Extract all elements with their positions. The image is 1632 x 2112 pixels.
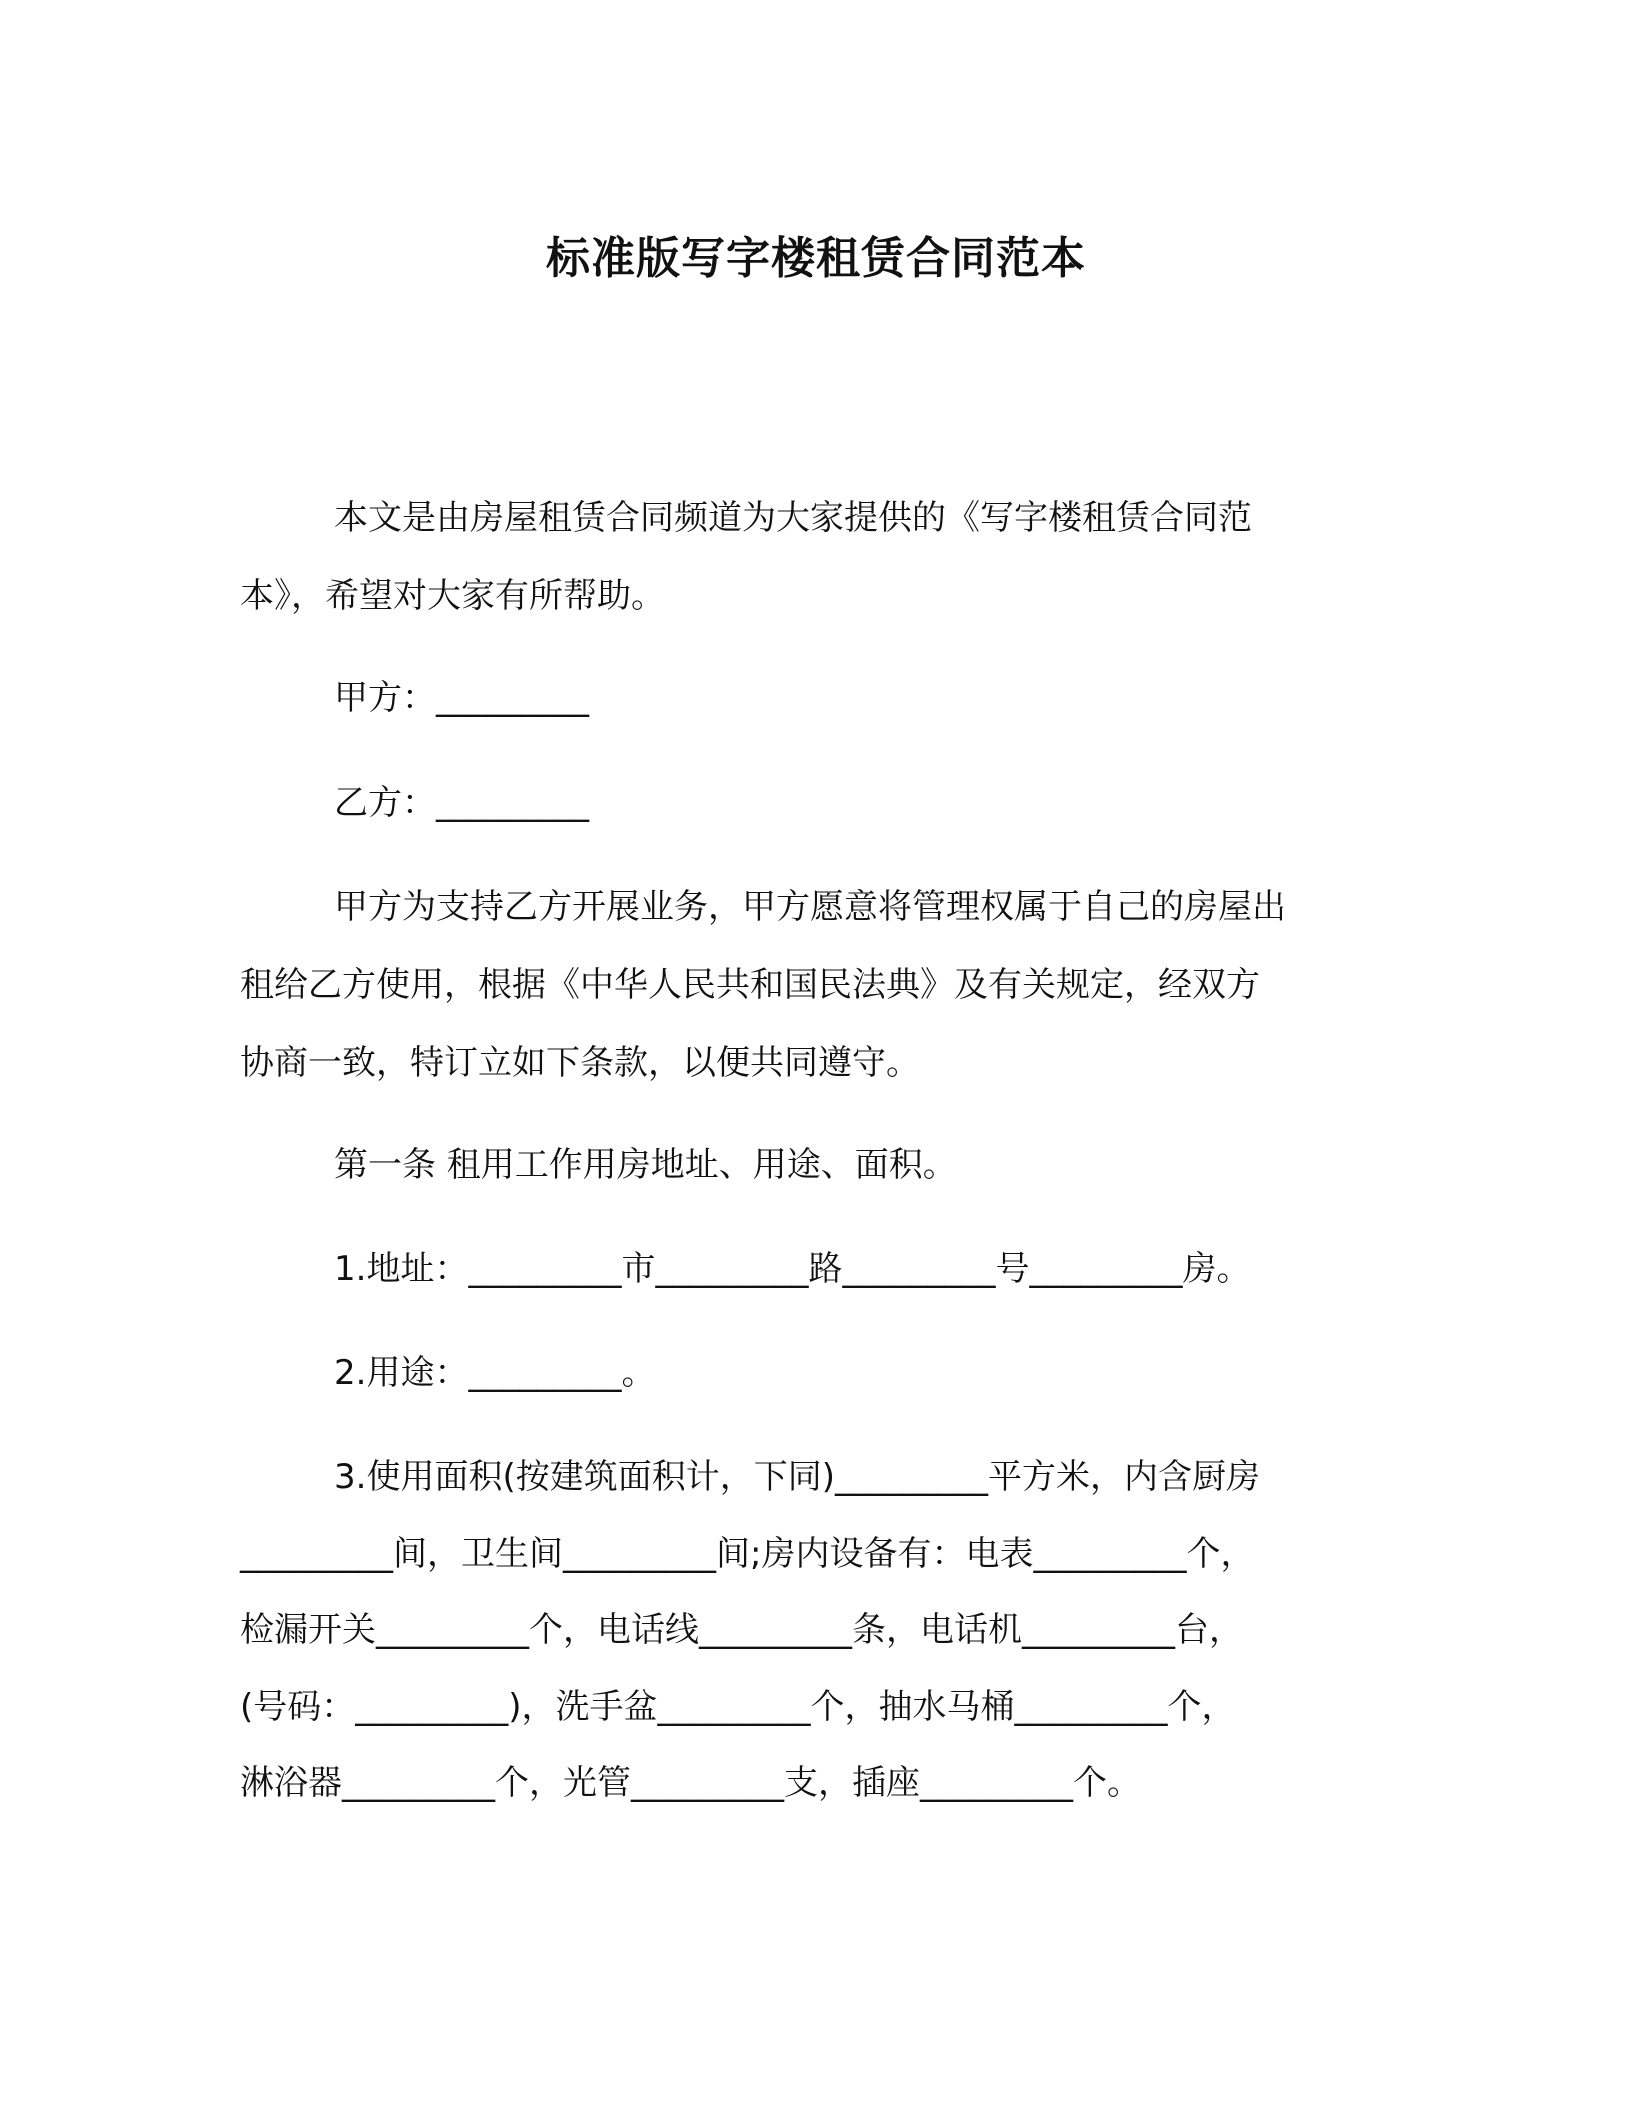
- intro-line-2: 本》，希望对大家有所帮助。: [240, 576, 665, 616]
- area-line-1: 3.使用面积(按建筑面积计，下同)_________平方米，内含厨房: [334, 1457, 1260, 1497]
- area-line-5: 淋浴器_________个，光管_________支，插座_________个。: [240, 1763, 1141, 1803]
- address-line: 1.地址：_________市_________路_________号_________房。: [334, 1249, 1251, 1289]
- preamble-line-2: 租给乙方使用，根据《中华人民共和国民法典》及有关规定，经双方: [240, 965, 1260, 1005]
- usage-line: 2.用途：_________。: [334, 1353, 656, 1393]
- preamble-line-3: 协商一致，特订立如下条款，以便共同遵守。: [240, 1043, 920, 1083]
- article-1-heading: 第一条 租用工作用房地址、用途、面积。: [334, 1145, 957, 1185]
- intro-line-1: 本文是由房屋租赁合同频道为大家提供的《写字楼租赁合同范: [334, 498, 1252, 538]
- party-a-line: 甲方：_________: [334, 678, 589, 718]
- preamble-line-1: 甲方为支持乙方开展业务，甲方愿意将管理权属于自己的房屋出: [334, 887, 1286, 927]
- area-line-4: (号码：_________)，洗手盆_________个，抽水马桶_________个，: [240, 1687, 1236, 1727]
- document-title: 标准版写字楼租赁合同范本: [546, 233, 1086, 284]
- area-line-2: _________间，卫生间_________间;房内设备有：电表_________个，: [240, 1534, 1255, 1574]
- party-b-line: 乙方：_________: [334, 783, 589, 823]
- area-line-3: 检漏开关_________个，电话线_________条，电话机_________台，: [240, 1610, 1243, 1650]
